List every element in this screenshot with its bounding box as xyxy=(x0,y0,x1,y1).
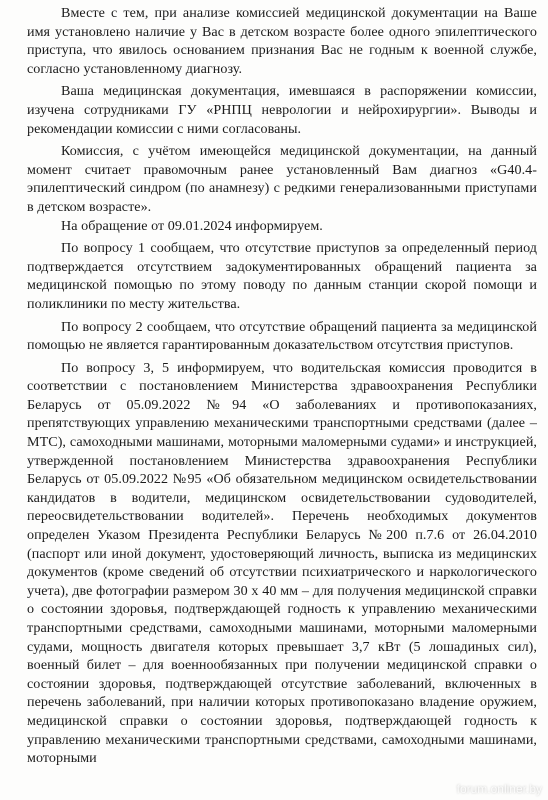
forum-watermark: forum.onliner.by xyxy=(456,782,542,796)
paragraph-diagnosis-history: Вместе с тем, при анализе комиссией медицинской документации на Ваше имя установлено наличие у Вас в детском возрасте более одного эпилептического приступа, что явилось основанием признания Вас не годным к военной службе, согласно установленному диагнозу. xyxy=(27,5,537,77)
paragraph-question-1: По вопросу 1 сообщаем, что отсутствие приступов за определенный период подтверждается отсутствием задокументированных обращений пациента за медицинской помощью по этому поводу по данным станции скорой помощи и поликлиники по месту жительства. xyxy=(27,240,537,312)
paragraph-question-2: По вопросу 2 сообщаем, что отсутствие обращений пациента за медицинской помощью не является гарантированным доказательством отсутствия приступов. xyxy=(27,318,537,354)
paragraph-documentation-review: Ваша медицинская документация, имевшаяся в распоряжении комиссии, изучена сотрудниками ГУ «РНПЦ неврологии и нейрохирургии». Выводы и рекомендации комиссии с ними согласованы. xyxy=(27,83,537,137)
paragraph-commission-conclusion: Комиссия, с учётом имеющейся медицинской документации, на данный момент считает правомочным ранее установленный Вам диагноз «G40.4-эпилептический синдром (по анамнезу) с редкими генерализованными приступами в детском возрасте». xyxy=(27,143,537,215)
paragraph-question-3-5: По вопросу 3, 5 информируем, что водительская комиссия проводится в соответствии с постановлением Министерства здравоохранения Республики Беларусь от 05.09.2022 №94 «О заболеваниях и противопоказаниях, препятствующих управлению механическими транспортными средствами (далее – МТС), самоходными машинами, моторными маломерными судами» и инструкцией, утвержденной постановлением Министерства здравоохранения Республики Беларусь от 05.09.2022 №95 «Об обязательном медицинском освидетельствовании кандидатов в водители, медицинском освидетельствовании судоводителей, переосвидетельствовании водителей». Перечень необходимых документов определен Указом Президента Республики Беларусь №200 п.7.6 от 26.04.2010 (паспорт или иной документ, удостоверяющий личность, выписка из медицинских документов (кроме сведений об отсутствии психиатрического и наркологического учета), две фотографии размером 30 х 40 мм – для получения медицинской справки о состоянии здоровья, подтверждающей годность к управлению механическими транспортными средствами, самоходными машинами, моторными маломерными судами, мощность двигателя которых превышает 3,7 кВт (5 лошадиных сил), военный билет – для военнообязанных при получении медицинской справки о состоянии здоровья, подтверждающей отсутствие заболеваний, включенных в перечень заболеваний, при наличии которых противопоказано владение оружием, медицинской справки о состоянии здоровья, подтверждающей годность к управлению механическими транспортными средствами, самоходными машинами, моторными xyxy=(27,359,537,767)
paragraph-appeal-date: На обращение от 09.01.2024 информируем. xyxy=(61,217,323,234)
